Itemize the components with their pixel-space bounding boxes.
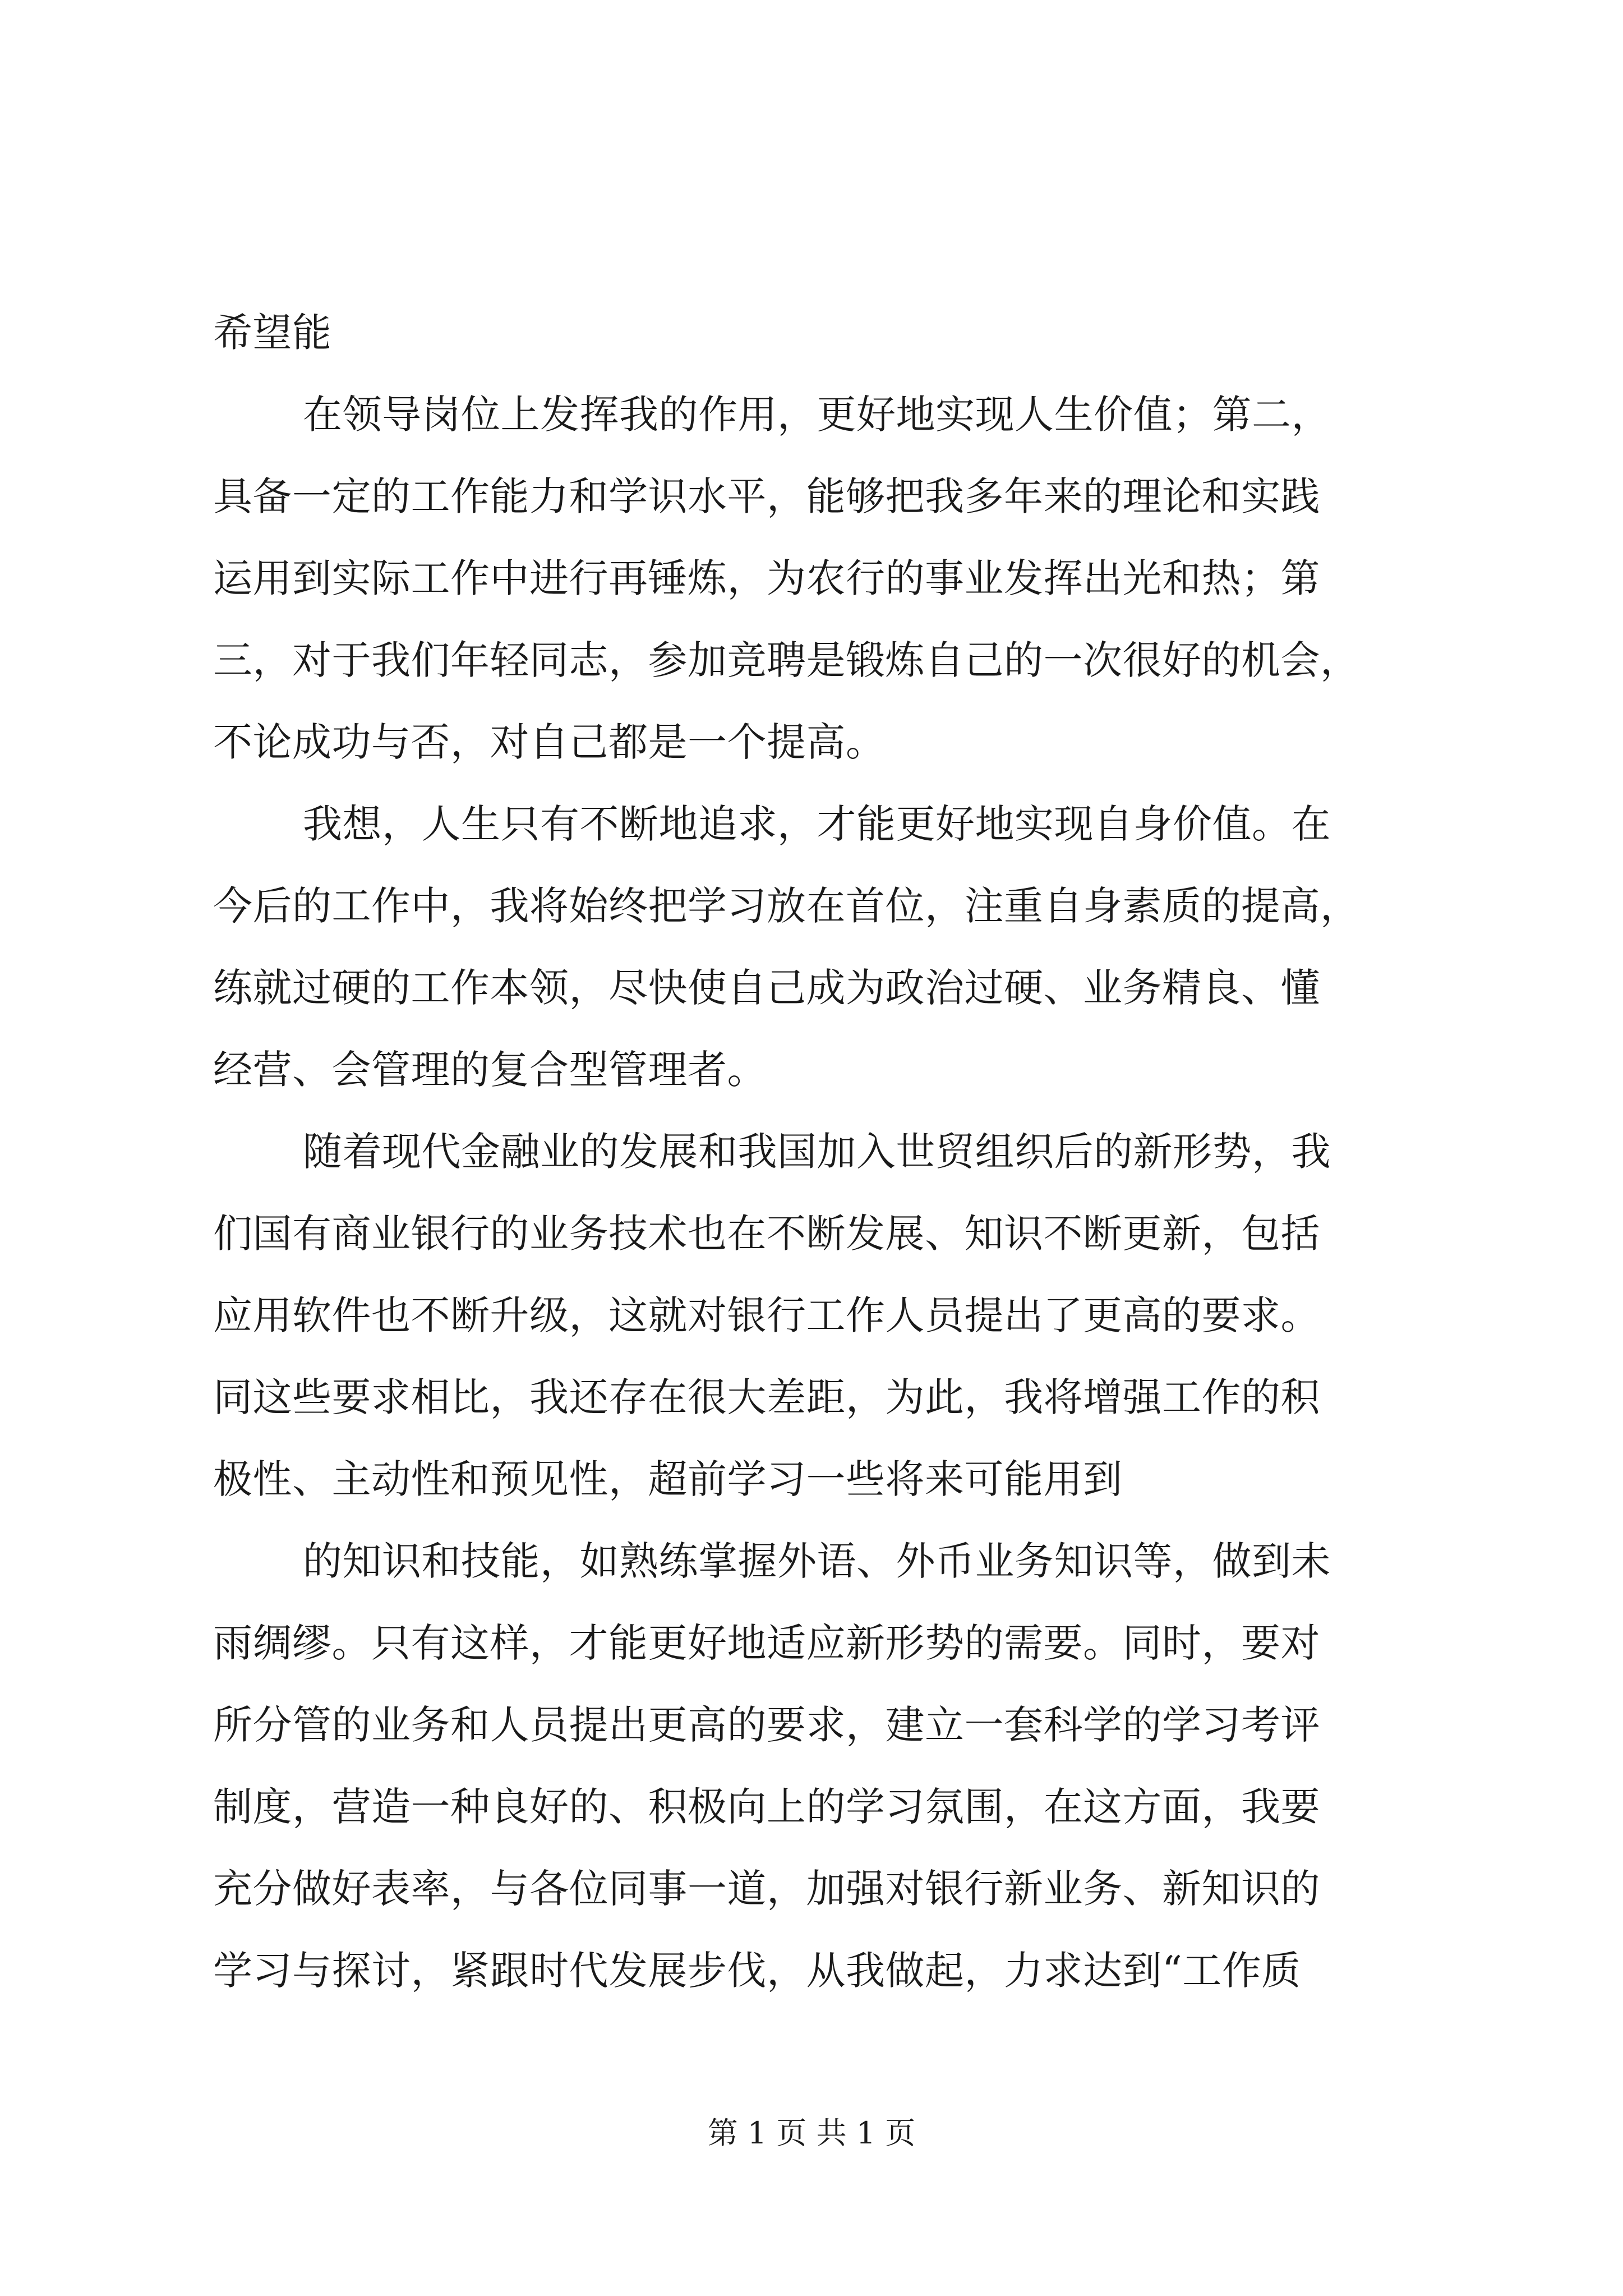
text-line: 应用软件也不断升级，这就对银行工作人员提出了更高的要求。: [213, 1292, 1320, 1338]
text-line: 不论成功与否，对自己都是一个提高。: [213, 719, 886, 765]
text-line: 所分管的业务和人员提出更高的要求，建立一套科学的学习考评: [213, 1702, 1320, 1748]
text-line: 制度，营造一种良好的、积极向上的学习氛围，在这方面，我要: [213, 1784, 1320, 1830]
text-line: 极性、主动性和预见性，超前学习一些将来可能用到: [213, 1456, 1123, 1502]
text-line: 练就过硬的工作本领，尽快使自己成为政治过硬、业务精良、懂: [213, 965, 1320, 1011]
text-line: 希望能: [213, 310, 332, 356]
text-line: 今后的工作中，我将始终把学习放在首位，注重自身素质的提高，: [213, 883, 1360, 929]
text-line: 们国有商业银行的业务技术也在不断发展、知识不断更新，包括: [213, 1211, 1320, 1257]
text-line: 学习与探讨，紧跟时代发展步伐，从我做起，力求达到“工作质: [213, 1948, 1301, 1994]
text-line: 充分做好表率，与各位同事一道，加强对银行新业务、新知识的: [213, 1866, 1320, 1912]
text-line: 三，对于我们年轻同志，参加竞聘是锻炼自己的一次很好的机会，: [213, 637, 1360, 683]
text-line: 经营、会管理的复合型管理者。: [213, 1047, 767, 1093]
text-line: 随着现代金融业的发展和我国加入世贸组织后的新形势，我: [303, 1129, 1331, 1175]
text-line: 雨绸缪。只有这样，才能更好地适应新形势的需要。同时，要对: [213, 1620, 1320, 1666]
text-line: 的知识和技能，如熟练掌握外语、外币业务知识等，做到未: [303, 1538, 1331, 1584]
text-line: 我想，人生只有不断地追求，才能更好地实现自身价值。在: [303, 801, 1331, 847]
text-line: 同这些要求相比，我还存在很大差距，为此，我将增强工作的积: [213, 1374, 1320, 1420]
page-number-footer: 第 1 页 共 1 页: [707, 2115, 916, 2151]
text-line: 具备一定的工作能力和学识水平，能够把我多年来的理论和实践: [213, 473, 1320, 519]
document-body: [213, 292, 1424, 2012]
text-line: 运用到实际工作中进行再锤炼，为农行的事业发挥出光和热；第: [213, 555, 1320, 601]
text-line: 在领导岗位上发挥我的作用，更好地实现人生价值；第二，: [303, 392, 1331, 438]
